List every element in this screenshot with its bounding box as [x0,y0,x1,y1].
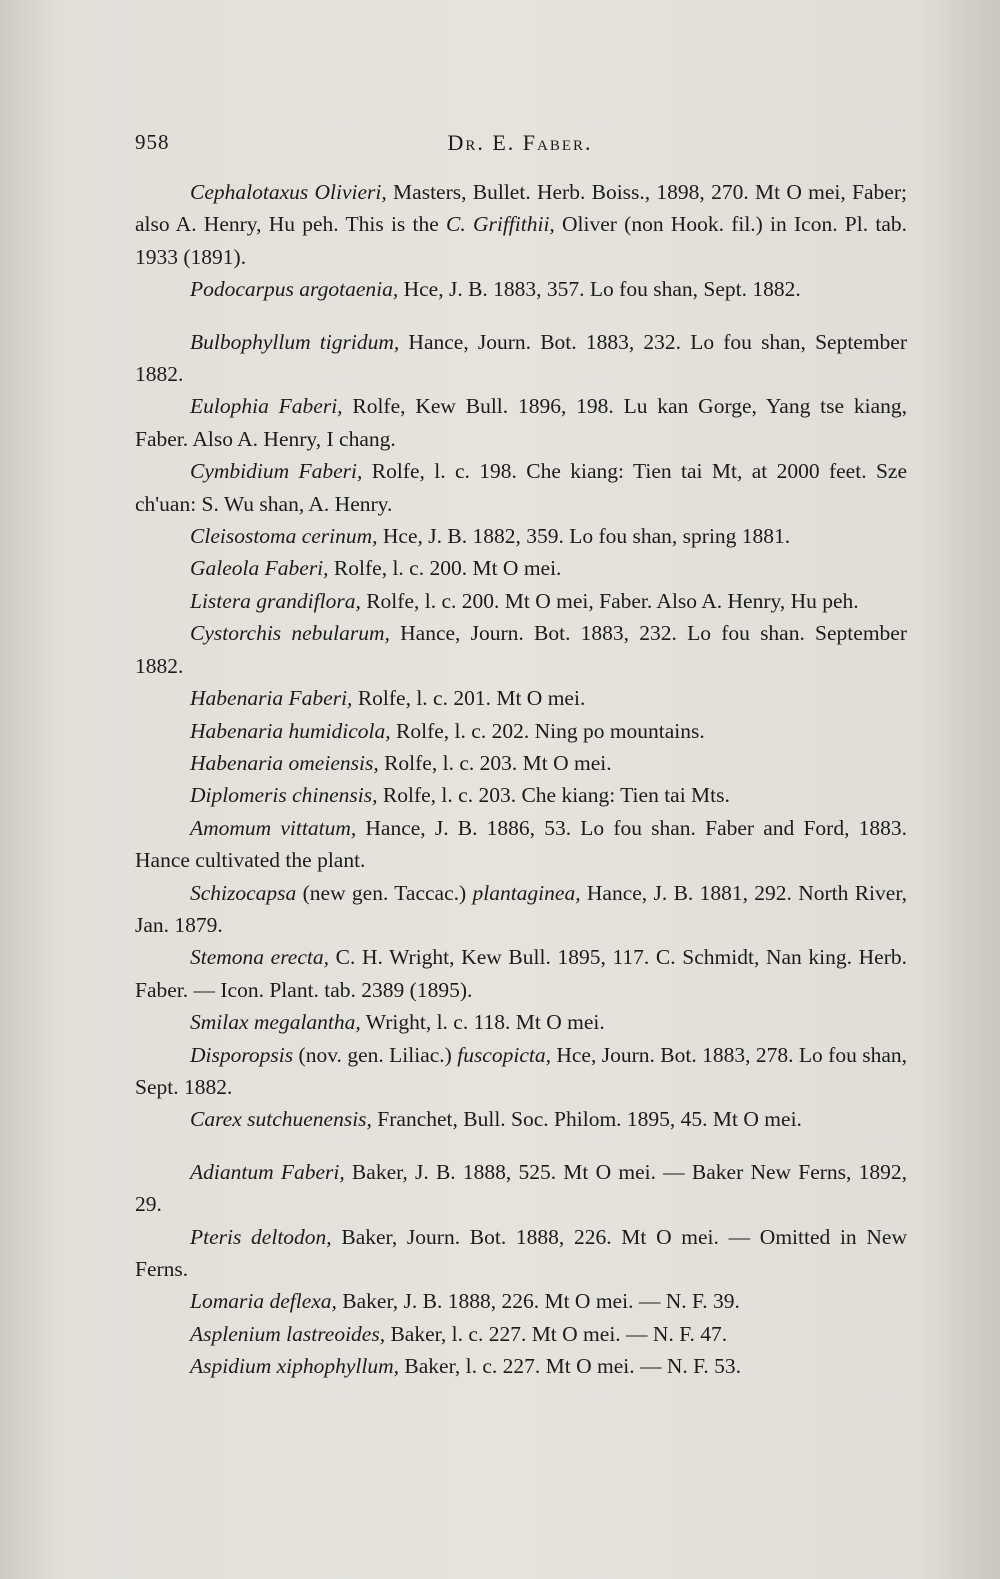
citation-text: Franchet, Bull. Soc. Philom. 1895, 45. Mt O mei. [371,1107,802,1132]
citation-text: Hance, Journ. Bot. 1883, 232. Lo fou shan. September 1882. [135,621,908,678]
citation-text: Rolfe, l. c. 201. Mt O mei. [352,686,586,711]
entry-listera [135,585,907,617]
taxon-name: Pteris deltodon, [190,1224,332,1249]
citation-text: Hce, J. B. 1883, 357. Lo fou shan, Sept. 1882. [398,277,801,302]
citation-text: Rolfe, l. c. 198. Che kiang: Tien tai Mt, at 2000 feet. Sze ch'uan: S. Wu shan, A. Henry. [135,459,907,516]
citation-text: Hce, J. B. 1882, 359. Lo fou shan, spring 1881. [377,524,791,549]
citation-text: Masters, Bullet. Herb. Boiss., 1898, 270. Mt O mei, Faber; also A. Henry, Hu peh. This is the [135,180,907,237]
citation-text: Hce, Journ. Bot. 1883, 278. Lo fou shan, Sept. 1882. [135,1042,908,1099]
citation-text: Baker, J. B. 1888, 226. Mt O mei. — N. F. 39. [336,1289,740,1314]
entry-smilax [135,1006,907,1038]
citation-text: Baker, l. c. 227. Mt O mei. — N. F. 53. [399,1354,741,1379]
entry-aspidium [135,1350,907,1382]
citation-text: C. H. Wright, Kew Bull. 1895, 117. C. Schmidt, Nan king. Herb. Faber. — Icon. Plant. tab. 2389 (1895). [135,945,907,1002]
taxon-name: Habenaria humidicola, [190,718,391,743]
citation-text: Rolfe, l. c. 203. Mt O mei. [378,750,612,775]
entry-cleisostoma [135,520,907,552]
taxon-name: Eulophia Faberi, [190,394,343,419]
taxon-name: Carex sutchuenensis, [190,1107,372,1132]
citation-text: Baker, l. c. 227. Mt O mei. — N. F. 47. [385,1321,728,1346]
page-number: 958 [135,130,170,154]
entry-habenaria-faberi [135,682,907,714]
entry-eulophia [135,390,907,455]
entry-podocarpus [135,273,907,305]
entry-cephalotaxus [135,176,907,273]
taxon-name: Habenaria omeiensis, [190,750,379,775]
taxon-name: fuscopicta, [457,1042,551,1067]
taxon-name: Cephalotaxus Olivieri, [190,180,387,204]
citation-text: Rolfe, l. c. 202. Ning po mountains. [390,718,705,743]
taxon-name: Galeola Faberi, [190,556,329,581]
taxon-name: Asplenium lastreoides, [190,1321,386,1346]
citation-text: Wright, l. c. 118. Mt O mei. [360,1010,605,1035]
entry-amomum [135,812,907,877]
taxon-name: Diplomeris chinensis, [190,783,378,808]
entry-schizocapsa [135,877,907,942]
citation-text: Hance, J. B. 1886, 53. Lo fou shan. Faber and Ford, 1883. Hance cultivated the plant. [135,815,907,873]
taxon-name: Disporopsis [190,1042,294,1067]
entry-bulbophyllum [135,326,907,391]
taxon-name: Amomum vittatum, [190,815,357,840]
citation-text: Rolfe, Kew Bull. 1896, 198. Lu kan Gorge, Yang tse kiang, Faber. Also A. Henry, I chang. [135,394,907,451]
page-header [135,130,905,162]
entry-stemona [135,941,907,1006]
taxon-name: Stemona erecta, [190,945,329,970]
taxon-name: Cystorchis nebularum, [190,621,390,646]
entry-disporopsis [135,1039,907,1104]
taxon-name: Listera grandiflora, [190,588,361,613]
entry-adiantum [135,1156,907,1221]
citation-text: Hance, J. B. 1881, 292. North River, Jan. 1879. [135,880,908,937]
entry-cystorchis [135,617,907,682]
citation-text: Rolfe, l. c. 200. Mt O mei, Faber. Also A. Henry, Hu peh. [360,588,859,613]
entry-asplenium [135,1318,907,1350]
taxon-name: plantaginea, [472,880,581,905]
entry-habenaria-humidicola [135,715,907,747]
taxon-name: Cymbidium Faberi, [190,459,363,484]
entry-carex [135,1103,907,1135]
entry-pteris [135,1221,907,1286]
citation-text: Hance, Journ. Bot. 1883, 232. Lo fou shan, September 1882. [135,329,908,387]
taxon-name: Adiantum Faberi, [190,1159,345,1184]
taxon-name: Cleisostoma cerinum, [190,524,378,549]
citation-text: (nov. gen. Liliac.) [293,1042,458,1067]
taxon-name: C. Griffithii, [446,212,555,237]
taxon-name: Habenaria Faberi, [190,686,353,711]
entry-cymbidium [135,455,907,520]
citation-text: Baker, Journ. Bot. 1888, 226. Mt O mei. — Omitted in New Ferns. [135,1224,907,1281]
citation-text: Rolfe, l. c. 203. Che kiang: Tien tai Mts. [377,783,730,808]
citation-text: (new gen. Taccac.) [296,880,473,905]
entry-lomaria [135,1285,907,1317]
citation-text: Baker, J. B. 1888, 525. Mt O mei. — Baker New Ferns, 1892, 29. [135,1159,908,1217]
page-body [135,176,907,1383]
taxon-name: Bulbophyllum tigridum, [190,329,400,354]
taxon-name: Podocarpus argotaenia, [190,277,399,302]
entry-habenaria-omeiensis [135,747,907,779]
taxon-name: Smilax megalantha, [190,1010,361,1035]
taxon-name: Lomaria deflexa, [190,1289,337,1314]
citation-text: Oliver (non Hook. fil.) in Icon. Pl. tab. 1933 (1891). [135,212,907,269]
taxon-name: Schizocapsa [190,880,297,905]
entry-galeola [135,552,907,584]
running-head: Dr. E. Faber. [447,130,593,155]
taxon-name: Aspidium xiphophyllum, [190,1354,400,1379]
entry-diplomeris [135,779,907,811]
citation-text: Rolfe, l. c. 200. Mt O mei. [328,556,562,581]
